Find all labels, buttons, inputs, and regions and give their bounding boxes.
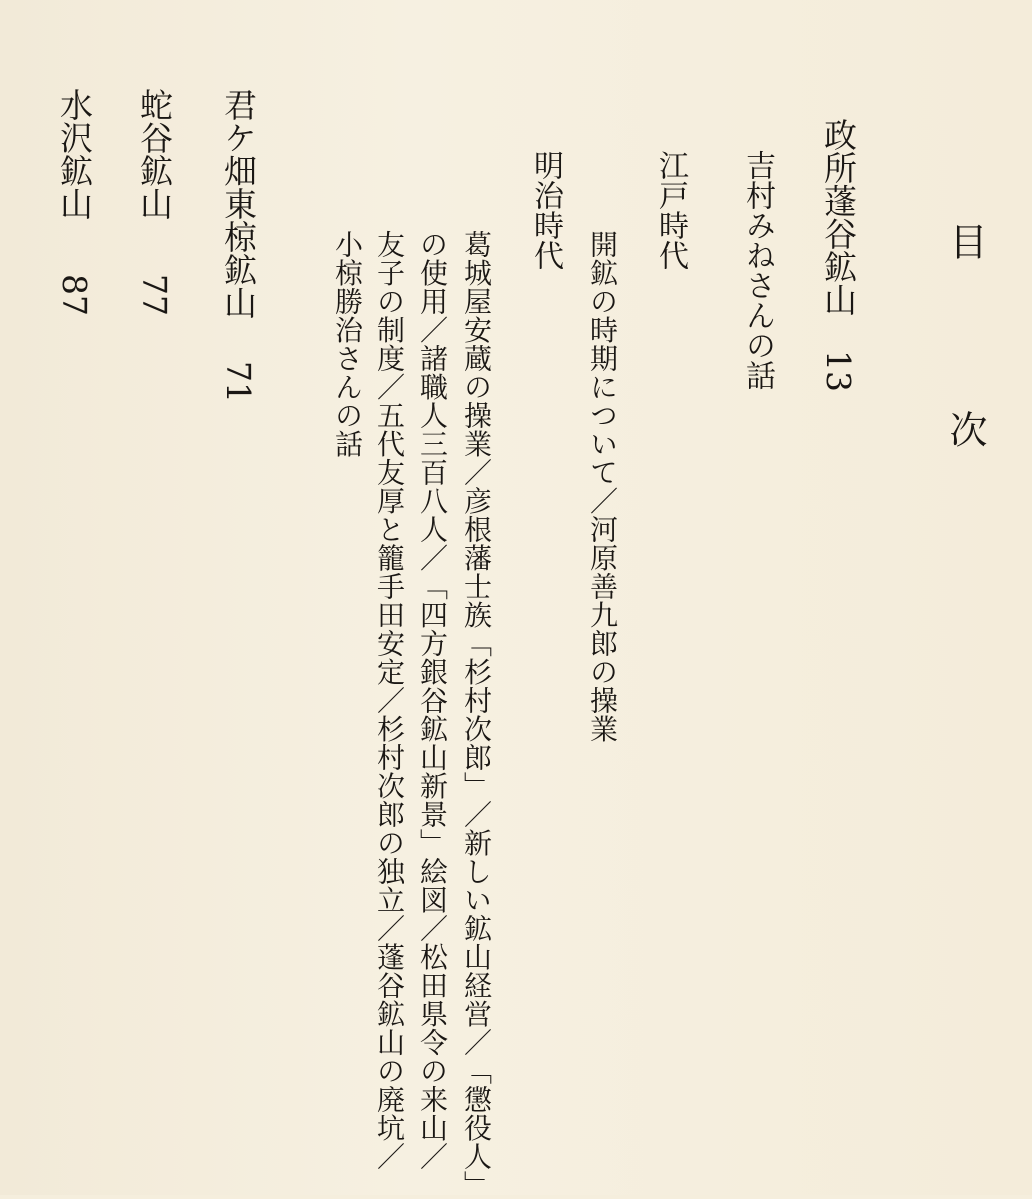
- toc-entry-meiji-sub-line3: 友子の制度／五代友厚と籠手田安定／杉村次郎の独立／蓬谷鉱山の廃坑／: [373, 230, 406, 1171]
- toc-entry-yoshimura[interactable]: 吉村みねさんの話: [740, 150, 775, 390]
- toc-entry-edo[interactable]: 江戸時代: [653, 150, 688, 270]
- toc-entry-kimigahata-label: 君ケ畑東椋鉱山: [219, 88, 258, 319]
- toc-entry-kimigahata[interactable]: [219, 88, 258, 403]
- toc-entry-jatani[interactable]: [135, 88, 174, 316]
- toc-entry-meiji-sub-line1: 葛城屋安蔵の操業／彦根藩士族「杉村次郎」／新しい鉱山経営／「懲役人」: [460, 230, 493, 1199]
- toc-entry-mizusawa-label: 水沢鉱山: [55, 88, 94, 220]
- toc-entry-meiji[interactable]: 明治時代: [528, 150, 563, 270]
- toc-entry-jatani-label: 蛇谷鉱山: [135, 88, 174, 220]
- toc-entry-meiji-sub-line2: の使用／諸職人三百八人／「四方銀谷鉱山新景」絵図／松田県令の来山／: [416, 230, 449, 1171]
- toc-entry-meiji-sub-line4: 小椋勝治さんの話: [331, 230, 364, 458]
- toc-entry-seisho-label: 政所蓬谷鉱山: [819, 118, 858, 316]
- toc-entry-kimigahata-page: 71: [219, 361, 258, 403]
- toc-entry-mizusawa[interactable]: [55, 88, 94, 316]
- toc-entry-mizusawa-page: 87: [55, 274, 94, 316]
- toc-entry-seisho-page: 13: [819, 350, 858, 392]
- toc-entry-edo-sub: 開鉱の時期について／河原善九郎の操業: [586, 230, 619, 743]
- toc-entry-seisho[interactable]: [819, 118, 858, 392]
- toc-title: 目次: [943, 222, 987, 598]
- toc-entry-jatani-page: 77: [135, 274, 174, 316]
